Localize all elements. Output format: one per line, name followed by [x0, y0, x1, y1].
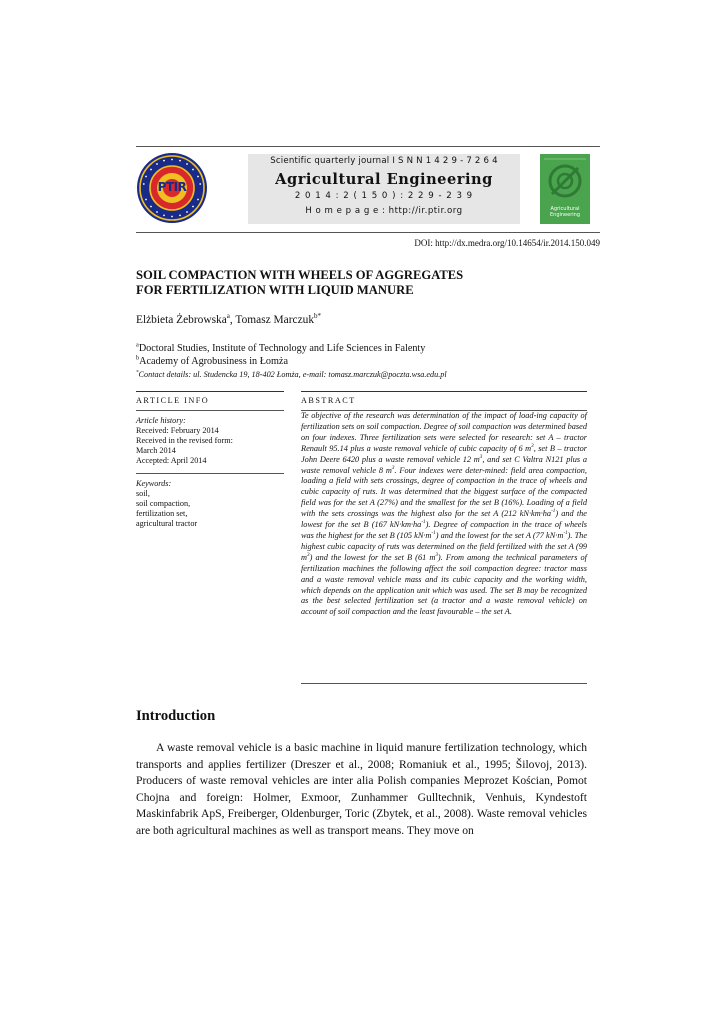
abstract-text: Te objective of the research was determination of the impact of load-ing capacity of fertilization sets on soil compaction. Degree of soil compaction was determined based on four indexes. Three fertilization sets were selected for research: set A – tractor Renault 95.14 plus a waste removal vehicle of cubic capacity of 6 $m^3$, set B – tractor John Deere 6420 plus a waste removal vehicle 12 $m^3$, and set C Valtra N121 plus a waste removal vehicle 8 $m^3$. Four indexes were deter-mined: field area compaction, loading a field with sets crossings, degree of compaction in the trace of wheels and cubic capacity of ruts. It was determined that the biggest surface of the compacted field was for the set A (27%) and the smallest for the set B (16%). Loading of a field with the sets crossings was the highest also for the set A (212 $kN\cdot km\cdot ha^{-1}$) and the lowest for the set B (167 $kN\cdot km\cdot ha^{-1}$). Degree of compaction in the trace of wheels was the highest for the set B (105 $kN\cdot m^{-1}$) and the lowest for the set A (77 $kN\cdot m^{-1}$). The highest cubic capacity of ruts was determined on the field fertilized with the set A (99 $m^3$) and the lowest for the set B (61 $m^3$). From among the technical parameters of fertilization machines the following affect the soil compaction degree: tractor mass and a waste removal vehicle mass and its cubic capacity and the working width, which depends on the application unit which was used. The set B may be recognized as the best selected fertilization set (a tractor and a waste removal vehicle) on account of soil compaction and the least favourable – the set A.	[301, 411, 588, 617]
journal-issue: 2 0 1 4 : 2 ( 1 5 0 ) : 2 2 9 - 2 3 9	[294, 191, 474, 201]
author-list	[136, 314, 321, 326]
keyword-item: agricultural tractor	[136, 519, 198, 528]
cover-title-line-1: Agricultural	[550, 206, 580, 212]
keywords-label: Keywords:	[136, 479, 172, 488]
journal-header-box	[248, 154, 520, 224]
introduction-heading: Introduction	[136, 708, 216, 724]
journal-homepage[interactable]: H o m e p a g e : http://ir.ptir.org	[305, 206, 463, 216]
article-info-top-rule	[136, 391, 284, 392]
journal-cover-thumbnail	[540, 154, 590, 224]
history-label: Article history:	[136, 416, 186, 425]
author-1-name: Elżbieta Żebrowska	[136, 314, 227, 326]
journal-name: Agricultural Engineering	[275, 171, 493, 188]
author-1-sup: a	[226, 312, 230, 321]
abstract-heading: ABSTRACT	[301, 396, 356, 405]
author-separator: ,	[229, 314, 236, 326]
keyword-item: fertilization set,	[136, 509, 188, 518]
header-top-rule	[136, 146, 600, 147]
keyword-item: soil compaction,	[136, 499, 191, 508]
article-info-divider	[136, 473, 284, 474]
article-history	[136, 416, 284, 466]
title-line-2: FOR FERTILIZATION WITH LIQUID MANURE	[136, 283, 414, 297]
keywords-block	[136, 479, 284, 529]
received-date: Received: February 2014	[136, 426, 219, 435]
title-line-1: SOIL COMPACTION WITH WHEELS OF AGGREGATES	[136, 268, 464, 282]
paper-title	[136, 268, 600, 298]
abstract-bottom-rule	[301, 683, 587, 684]
society-logo	[136, 152, 208, 224]
affiliation-b: $^b$Academy of Agrobusiness in Łomża	[136, 354, 288, 367]
revised-date: March 2014	[136, 446, 176, 455]
accepted-date: Accepted: April 2014	[136, 456, 207, 465]
affiliation-a: $^a$Doctoral Studies, Institute of Technology and Life Sciences in Falenty	[136, 341, 426, 354]
introduction-paragraph: A waste removal vehicle is a basic machine in liquid manure fertilization technology, which transports and applies fertilizer (Dreszer et al., 2008; Romaniuk et al., 1995; Šilovoj, 2013). Producers of waste removal vehicles are inter alia Polish companies Meprozet Kościan, Pomot Chojna and foreign: Holmer, Exmoor, Zunhammer Gulltechnik, Venhuis, Kyndestoft Maskinfabrik ApS, Freiberger, Oldenburger, Toric (Zbytek, et al., 2008). Waste removal vehicles are both agricultural machines as well as transport means. They move on	[136, 741, 587, 837]
article-info-mid-rule	[136, 410, 284, 411]
keyword-item: soil,	[136, 489, 150, 498]
abstract-top-rule	[301, 391, 587, 392]
journal-info-line: Scientific quarterly journal I S N N 1 4 2 9 - 7 2 6 4	[270, 156, 498, 166]
doi-link[interactable]: DOI: http://dx.medra.org/10.14654/ir.2014.150.049	[414, 238, 600, 248]
author-2-sup: b*	[314, 312, 322, 321]
revised-label: Received in the revised form:	[136, 436, 233, 445]
contact-details: *Contact details: ul. Studencka 19, 18-402 Łomża, e-mail: tomasz.marczuk@poczta.wsa.edu.pl	[136, 369, 447, 379]
article-info-heading: ARTICLE INFO	[136, 396, 210, 405]
header-bottom-rule	[136, 232, 600, 233]
abstract-body	[301, 411, 587, 618]
author-2-name: Tomasz Marczuk	[235, 314, 315, 326]
logo-text: PTIR	[157, 180, 187, 194]
affiliations	[136, 342, 447, 381]
cover-title-line-2: Engineering	[550, 212, 580, 218]
